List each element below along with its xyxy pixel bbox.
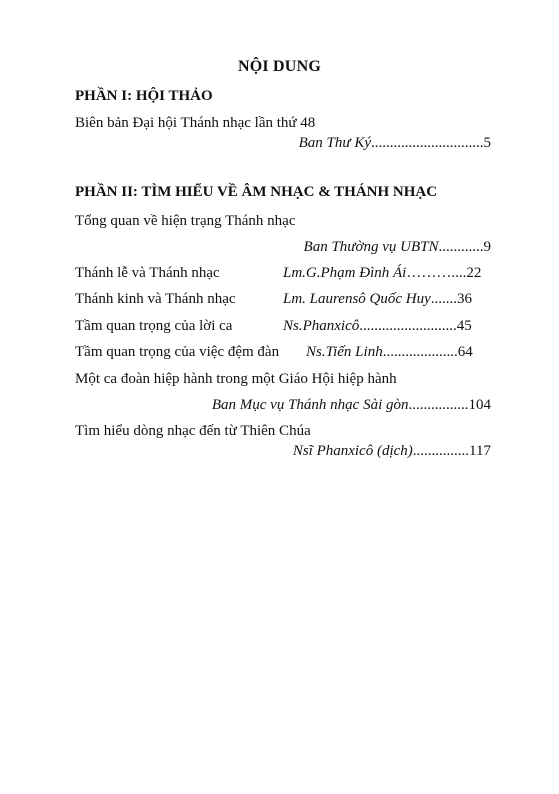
toc-entry-author: Lm.G.Phạm Đình Ái bbox=[283, 265, 407, 281]
toc-leader: .................... bbox=[382, 344, 458, 360]
toc-entry-author: Ban Thường vụ UBTN bbox=[303, 239, 439, 255]
toc-entry-author-line bbox=[293, 442, 491, 460]
toc-entry-author-line bbox=[212, 396, 491, 414]
toc-page-number: 5 bbox=[483, 135, 491, 151]
toc-entry-author: Nsĩ Phanxicô (dịch) bbox=[292, 443, 413, 459]
toc-entry-title: Tìm hiểu dòng nhạc đến từ Thiên Chúa bbox=[75, 423, 311, 439]
toc-page-number: 45 bbox=[456, 318, 472, 334]
toc-page-number: 22 bbox=[466, 265, 482, 281]
toc-entry-author-line bbox=[283, 290, 472, 308]
toc-entry-author-line bbox=[283, 264, 481, 282]
part-2-heading: PHẦN II: TÌM HIỂU VỀ ÂM NHẠC & THÁNH NHẠC bbox=[75, 184, 438, 200]
toc-leader: ................ bbox=[408, 397, 469, 413]
toc-entry-title: Tổng quan về hiện trạng Thánh nhạc bbox=[75, 213, 296, 229]
toc-page-number: 64 bbox=[457, 344, 473, 360]
toc-entry-title: Thánh kinh và Thánh nhạc bbox=[75, 291, 236, 307]
toc-page-number: 117 bbox=[469, 443, 491, 459]
part-1-heading: PHẦN I: HỘI THẢO bbox=[75, 88, 213, 104]
toc-leader: ....... bbox=[430, 291, 458, 307]
toc-entry-author-line bbox=[283, 317, 472, 335]
toc-entry-title: Thánh lễ và Thánh nhạc bbox=[75, 265, 220, 281]
toc-entry-author: Ban Thư Ký bbox=[298, 135, 371, 151]
toc-entry-author-line bbox=[299, 134, 491, 152]
toc-entry-author: Ns.Tiến Linh bbox=[306, 344, 383, 360]
toc-entry-author: Lm. Laurensô Quốc Huy bbox=[283, 291, 431, 307]
toc-entry-title: Một ca đoàn hiệp hành trong một Giáo Hội hiệp hành bbox=[75, 371, 397, 387]
toc-leader: .......................... bbox=[359, 318, 457, 334]
toc-leader: ............ bbox=[438, 239, 484, 255]
toc-page-number: 104 bbox=[468, 397, 491, 413]
toc-entry-title: Tầm quan trọng của việc đệm đàn bbox=[75, 344, 280, 360]
toc-leader: ……….... bbox=[406, 265, 467, 281]
toc-entry-author: Ban Mục vụ Thánh nhạc Sài gòn bbox=[211, 397, 409, 413]
toc-page-number: 36 bbox=[457, 291, 473, 307]
toc-leader: ............... bbox=[412, 443, 470, 459]
toc-entry-author-line bbox=[306, 343, 473, 361]
toc-entry-title: Tầm quan trọng của lời ca bbox=[75, 318, 233, 334]
page-title: NỘI DUNG bbox=[238, 58, 321, 75]
toc-entry-author-line bbox=[304, 238, 491, 256]
toc-entry-title: Biên bản Đại hội Thánh nhạc lần thứ 48 bbox=[75, 115, 316, 131]
toc-page-number: 9 bbox=[483, 239, 491, 255]
toc-entry-author: Ns.Phanxicô bbox=[283, 318, 360, 334]
toc-leader: .............................. bbox=[371, 135, 484, 151]
